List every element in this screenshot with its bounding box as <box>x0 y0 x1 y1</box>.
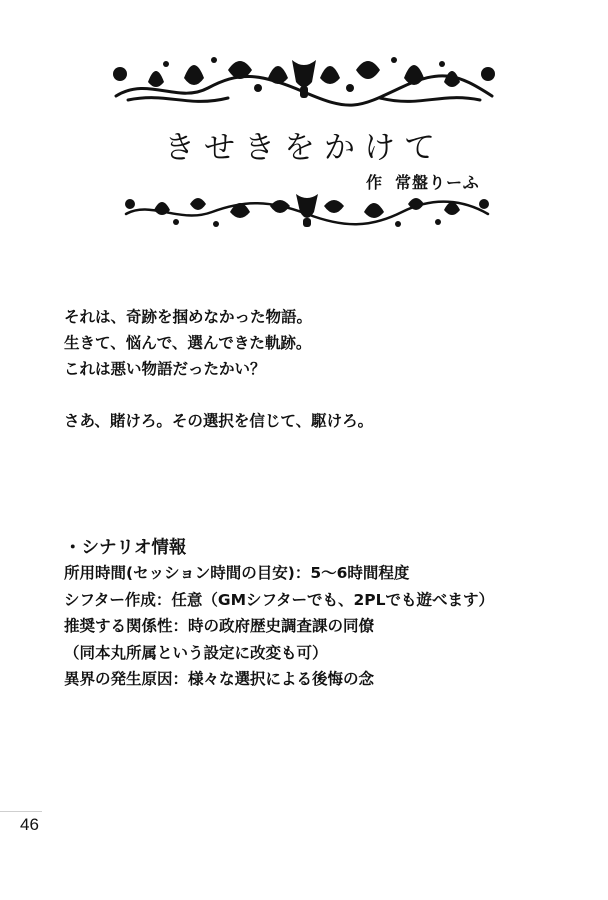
scenario-cause: 異界の発生原因：様々な選択による後悔の念 <box>64 670 375 688</box>
scenario-info-heading: ・シナリオ情報 <box>64 538 187 558</box>
author-label: 作 <box>366 173 384 192</box>
author-name: 常盤りーふ <box>395 173 480 192</box>
intro-line: 生きて、悩んで、選んできた軌跡。 <box>64 334 312 352</box>
scenario-time: 所用時間(セッション時間の目安)：5〜6時間程度 <box>64 564 410 582</box>
scenario-info-list <box>64 560 564 693</box>
page-number: 46 <box>20 815 39 834</box>
scenario-shifter: シフター作成：任意（GMシフターでも、2PLでも遊べます） <box>64 590 495 609</box>
intro-spacer <box>64 382 544 408</box>
page-number-rule <box>0 811 42 812</box>
intro-line: さあ、賭けろ。その選択を信じて、駆けろ。 <box>64 412 374 430</box>
intro-line: これは悪い物語だったかい？ <box>64 360 266 378</box>
intro-text <box>64 304 544 434</box>
story-title: きせきをかけて <box>164 130 444 166</box>
scenario-relation-note: （同本丸所属という設定に改変も可） <box>64 643 328 662</box>
scenario-relation: 推奨する関係性：時の政府歴史調査課の同僚 <box>64 617 375 635</box>
intro-line: それは、奇跡を掴めなかった物語。 <box>64 308 313 326</box>
ornamental-border-top <box>108 52 500 108</box>
ornamental-border-bottom <box>120 190 494 230</box>
